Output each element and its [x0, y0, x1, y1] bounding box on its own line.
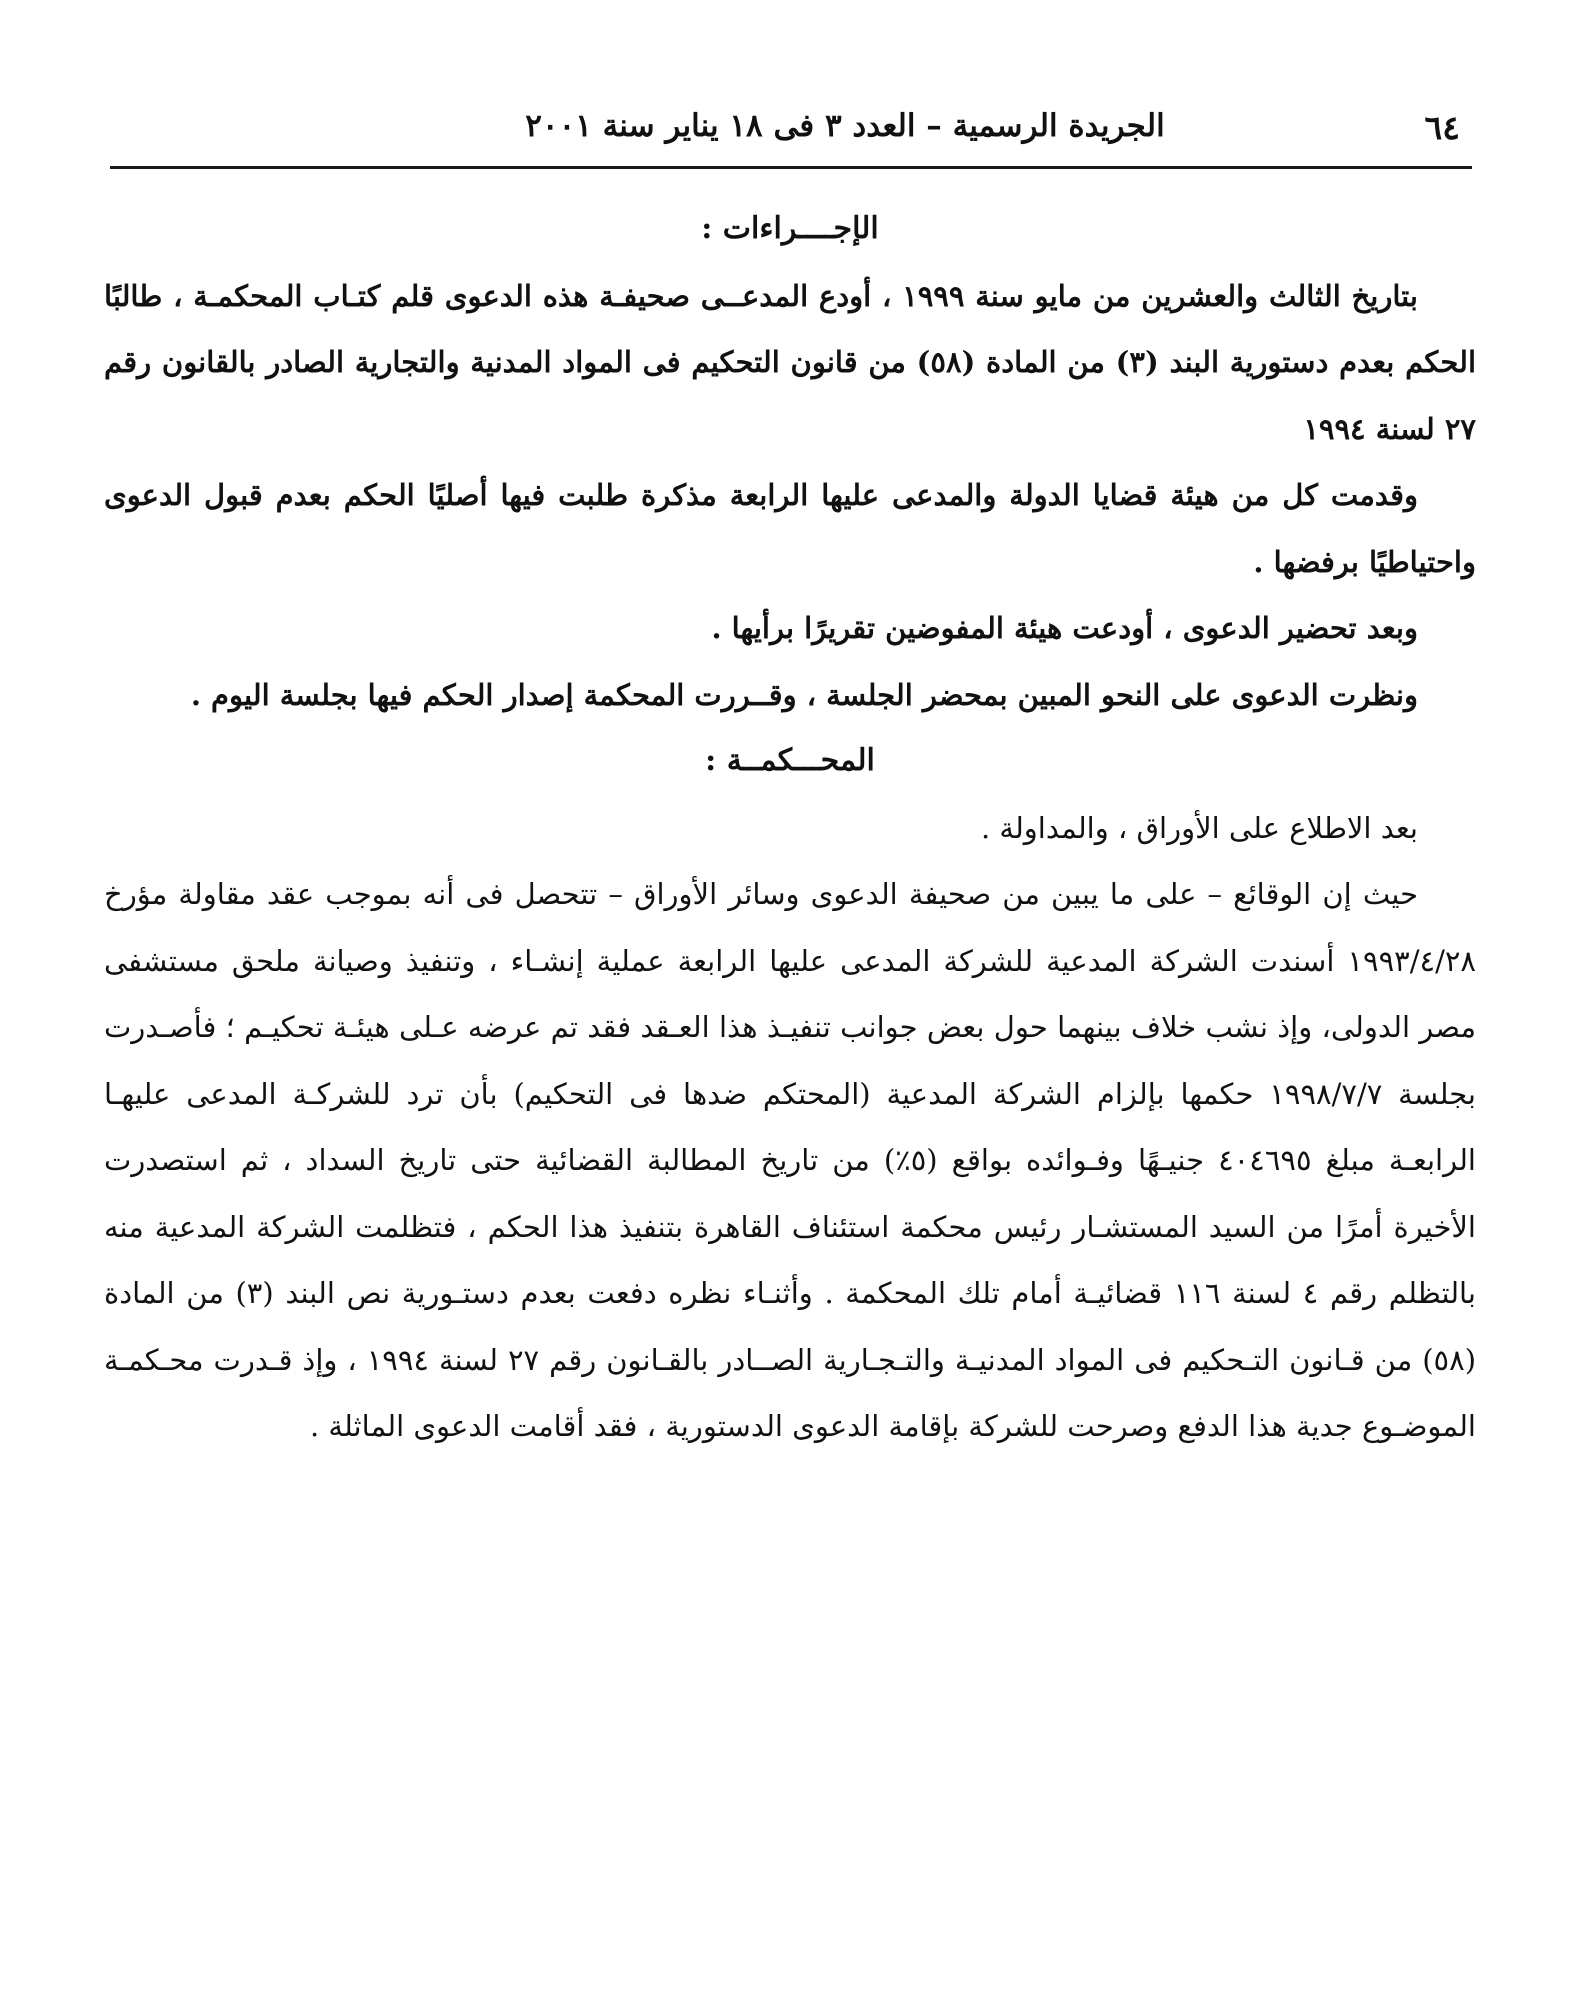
- procedures-paragraph-3: وبعد تحضير الدعوى ، أودعت هيئة المفوضين تقريرًا برأيها .: [711, 611, 1418, 645]
- procedures-paragraph-2: وقدمت كل من هيئة قضايا الدولة والمدعى عليها الرابعة مذكرة طلبت فيها أصليًا الحكم بعدم قبول الدعوى واحتياطيًا برفضها .: [104, 478, 1476, 579]
- header-divider: [110, 166, 1472, 169]
- procedures-paragraph-1: بتاريخ الثالث والعشرين من مايو سنة ١٩٩٩ ، أودع المدعــى صحيفـة هذه الدعوى قلم كتـاب المحكمـة ، طالبًا الحكم بعدم دستورية البند (٣) من المادة (٥٨) من قانون التحكيم فى المواد المدنية والتجارية الصادر بالقانون رقم ٢٧ لسنة ١٩٩٤: [104, 278, 1476, 446]
- procedures-section: [104, 196, 1476, 728]
- document-body: [104, 196, 1476, 1736]
- procedures-heading: الإجــــراءات :: [701, 211, 879, 246]
- court-heading: المحـــكمــة :: [705, 743, 875, 778]
- court-paragraph-2: حيث إن الوقائع – على ما يبين من صحيفة الدعوى وسائر الأوراق – تتحصل فى أنه بموجب عقد مقاولة مؤرخ ١٩٩٣/٤/٢٨ أسندت الشركة المدعية للشركة المدعى عليها الرابعة عملية إنشـاء ، وتنفيذ وصيانة ملحق مستشفى مصر الدولى، وإذ نشب خلاف بينهما حول بعض جوانب تنفيـذ هذا العـقد فقد تم عرضه عـلى هيئـة تحكيـم ؛ فأصـدرت بجلسة ١٩٩٨/٧/٧ حكمها بإلزام الشركة المدعية (المحتكم ضدها فى التحكيم) بأن ترد للشركـة المدعى عليهـا الرابعـة مبلغ ٤٠٤٦٩٥ جنيـهًا وفـوائده بواقع (٥٪) من تاريخ المطالبة القضائية حتى تاريخ السداد ، ثم استصدرت الأخيرة أمرًا من السيد المستشـار رئيس محكمة استئناف القاهرة بتنفيذ هذا الحكم ، فتظلمت الشركة المدعية منه بالتظلم رقم ٤ لسنة ١١٦ قضائيـة أمام تلك المحكمة . وأثنـاء نظره دفعت بعدم دستـورية نص البند (٣) من المادة (٥٨) من قـانون التـحكيم فى المواد المدنيـة والتـجـارية الصــادر بالقـانون رقم ٢٧ لسنة ١٩٩٤ ، وإذ قـدرت محـكمـة الموضـوع جدية هذا الدفع وصرحت للشركة بإقامة الدعوى الدستورية ، فقد أقامت الدعوى الماثلة .: [104, 877, 1477, 1443]
- court-section: [104, 728, 1476, 1460]
- page-number: ٦٤: [1424, 108, 1460, 147]
- procedures-paragraph-4: ونظرت الدعوى على النحو المبين بمحضر الجلسة ، وقــررت المحكمة إصدار الحكم فيها بجلسة اليوم .: [190, 677, 1418, 712]
- court-paragraph-1: بعد الاطلاع على الأوراق ، والمداولة .: [980, 810, 1418, 845]
- gazette-title: الجريدة الرسمية – العدد ٣ فى ١٨ يناير سنة ٢٠٠١: [525, 108, 1165, 144]
- page-header: [110, 108, 1470, 168]
